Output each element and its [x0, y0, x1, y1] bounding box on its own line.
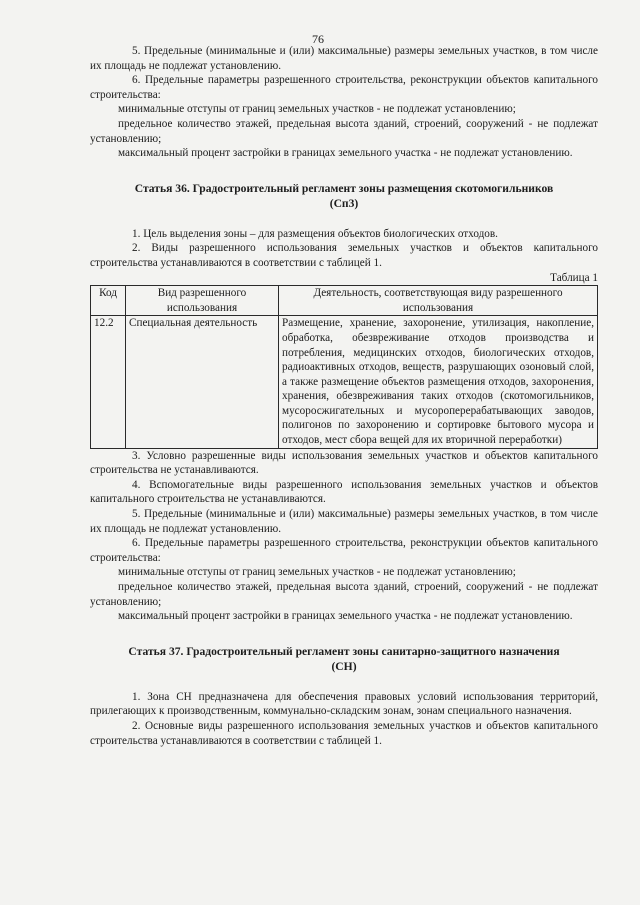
column-header-type: Вид разрешенного использования: [126, 286, 279, 316]
paragraph: минимальные отступы от границ земельных участков - не подлежат установлению;: [118, 566, 516, 579]
paragraph: 5. Предельные (минимальные и (или) максимальные) размеры земельных участков, в том числе их площадь не подлежат установлению.: [90, 45, 598, 72]
paragraph: 1. Цель выделения зоны – для размещения объектов биологических отходов.: [132, 227, 498, 240]
article-37-title: Статья 37. Градостроительный регламент зоны санитарно-защитного назначения (СН): [128, 644, 560, 673]
paragraph: 3. Условно разрешенные виды использования земельных участков и объектов капитального строительства не устанавливаются.: [90, 449, 598, 477]
cell-activity: Размещение, хранение, захоронение, утилизация, накопление, обработка, обезвреживание отходов производства и потребления, медицинских отходов, биологических отходов, радиоактивных отходов, веществ, разрушающих озоновый слой, а также размещение объектов размещения отходов, захоронения, хранения, обезвреживания таких отходов (скотомогильников, мусоросжигательных и мусороперерабатывающих заводов, полигонов по захоронению и сортировке бытового мусора и отходов, мест сбора вещей для их вторичной переработки): [279, 316, 598, 448]
paragraph: 4. Вспомогательные виды разрешенного использования земельных участков и объектов капитального строительства не устанавливаются.: [90, 478, 598, 506]
page-number: 76: [312, 32, 324, 46]
column-header-activity: Деятельность, соответствующая виду разрешенного использования: [279, 286, 598, 316]
cell-code: 12.2: [91, 316, 126, 448]
paragraph: 6. Предельные параметры разрешенного строительства, реконструкции объектов капитального строительства:: [90, 74, 598, 101]
paragraph: предельное количество этажей, предельная высота зданий, строений, сооружений - не подлежат установлению;: [90, 581, 598, 608]
cell-type: Специальная деятельность: [126, 316, 279, 448]
paragraph: минимальные отступы от границ земельных участков - не подлежат установлению;: [118, 103, 516, 116]
paragraph: максимальный процент застройки в границах земельного участка - не подлежат установлению.: [118, 147, 573, 160]
table-row: [91, 316, 598, 448]
table-caption: Таблица 1: [550, 271, 598, 284]
zone-table: [90, 285, 598, 449]
paragraph: 2. Виды разрешенного использования земельных участков и объектов капитального строительства устанавливаются в соответствии с таблицей 1.: [90, 242, 598, 269]
paragraph: 6. Предельные параметры разрешенного строительства, реконструкции объектов капитального строительства:: [90, 537, 598, 564]
table-header-row: [91, 286, 598, 316]
paragraph: 1. Зона СН предназначена для обеспечения правовых условий использования территорий, прилегающих к производственным, коммунально-складским зонам, зонам специального назначения.: [90, 690, 598, 718]
paragraph: максимальный процент застройки в границах земельного участка - не подлежат установлению.: [118, 610, 573, 623]
paragraph: 5. Предельные (минимальные и (или) максимальные) размеры земельных участков, в том числе их площадь не подлежат установлению.: [90, 508, 598, 535]
paragraph: 2. Основные виды разрешенного использования земельных участков и объектов капитального строительства устанавливаются в соответствии с таблицей 1.: [90, 719, 598, 747]
article-36-title: Статья 36. Градостроительный регламент зоны размещения скотомогильников (Сп3): [134, 181, 554, 210]
column-header-code: Код: [91, 286, 126, 316]
paragraph: предельное количество этажей, предельная высота зданий, строений, сооружений - не подлежат установлению;: [90, 117, 598, 145]
